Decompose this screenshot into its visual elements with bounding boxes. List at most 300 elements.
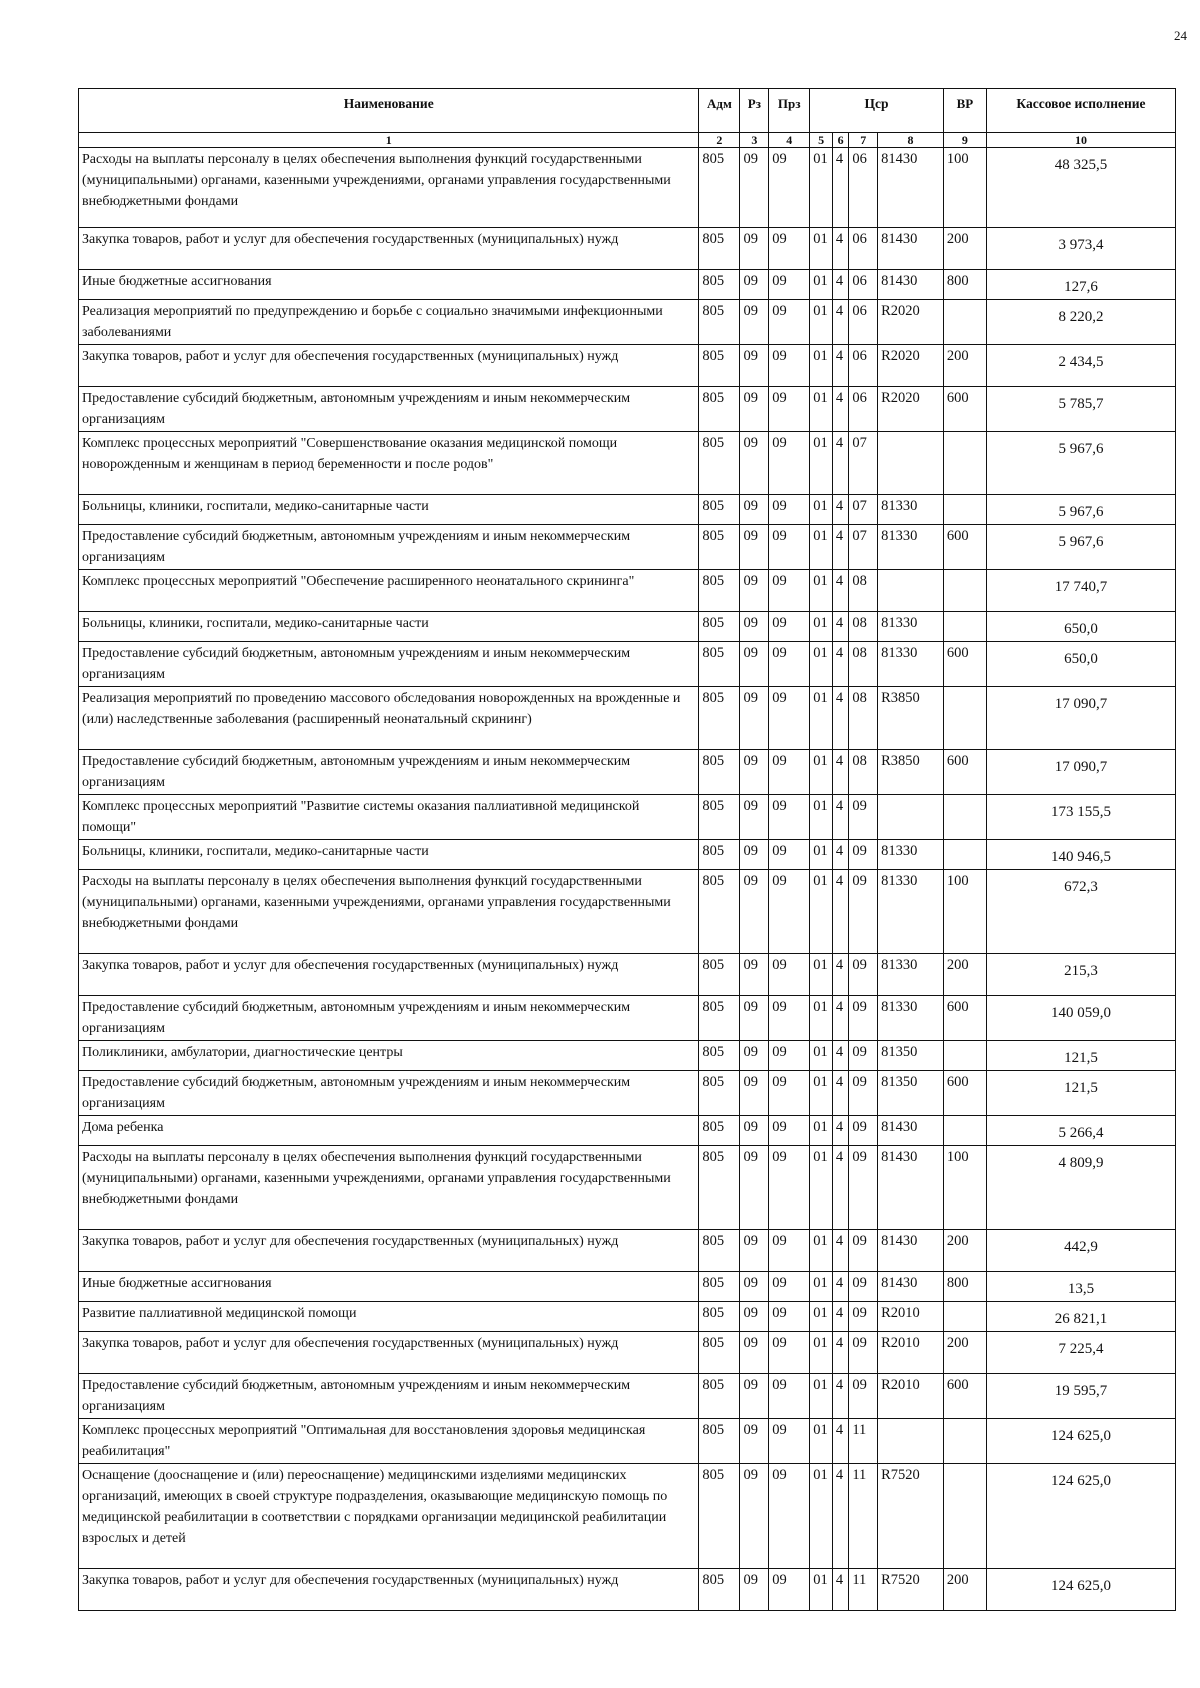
row-amount <box>986 1302 1175 1332</box>
row-amount <box>986 525 1175 570</box>
row-amount <box>986 1464 1175 1569</box>
row-csr-complex: 08 <box>849 750 878 795</box>
row-csr-program: 01 <box>810 642 833 687</box>
table-row <box>79 525 1176 570</box>
row-name: Расходы на выплаты персоналу в целях обеспечения выполнения функций государственными (муниципальными) органами, казенными учреждениями, органами управления государственными внебюджетными фондами <box>79 1146 699 1230</box>
row-rz: 09 <box>740 1272 769 1302</box>
row-name: Закупка товаров, работ и услуг для обеспечения государственных (муниципальных) нужд <box>79 1230 699 1272</box>
row-csr-complex: 06 <box>849 228 878 270</box>
row-csr-complex: 09 <box>849 1302 878 1332</box>
row-csr-type: 4 <box>832 1071 848 1116</box>
row-csr-type: 4 <box>832 795 848 840</box>
row-csr-direction: 81330 <box>878 642 944 687</box>
row-csr-type: 4 <box>832 870 848 954</box>
row-vr: 200 <box>943 1569 986 1611</box>
row-amount <box>986 1374 1175 1419</box>
row-amount <box>986 996 1175 1041</box>
row-vr <box>943 612 986 642</box>
row-vr: 800 <box>943 270 986 300</box>
column-number: 2 <box>699 133 740 148</box>
row-adm: 805 <box>699 840 740 870</box>
row-csr-type: 4 <box>832 270 848 300</box>
row-vr: 200 <box>943 228 986 270</box>
row-prz: 09 <box>769 148 810 228</box>
row-rz: 09 <box>740 1116 769 1146</box>
table-row <box>79 148 1176 228</box>
table-row <box>79 300 1176 345</box>
table-row <box>79 642 1176 687</box>
row-prz: 09 <box>769 840 810 870</box>
row-csr-direction <box>878 795 944 840</box>
row-csr-direction: R3850 <box>878 750 944 795</box>
row-adm: 805 <box>699 1272 740 1302</box>
row-amount-value: 124 625,0 <box>1050 1578 1111 1594</box>
table-row <box>79 1116 1176 1146</box>
row-csr-direction: R7520 <box>878 1464 944 1569</box>
row-csr-direction: 81330 <box>878 840 944 870</box>
row-csr-complex: 07 <box>849 432 878 495</box>
row-vr <box>943 1041 986 1071</box>
row-csr-complex: 08 <box>849 687 878 750</box>
row-prz: 09 <box>769 1146 810 1230</box>
row-adm: 805 <box>699 1464 740 1569</box>
row-csr-type: 4 <box>832 1230 848 1272</box>
row-vr: 600 <box>943 1071 986 1116</box>
row-csr-program: 01 <box>810 570 833 612</box>
row-rz: 09 <box>740 570 769 612</box>
row-csr-program: 01 <box>810 612 833 642</box>
row-prz: 09 <box>769 1302 810 1332</box>
row-csr-complex: 11 <box>849 1464 878 1569</box>
row-amount-value: 173 155,5 <box>1050 804 1111 820</box>
row-amount <box>986 1332 1175 1374</box>
row-csr-type: 4 <box>832 1302 848 1332</box>
row-amount <box>986 1071 1175 1116</box>
row-vr <box>943 432 986 495</box>
row-prz: 09 <box>769 387 810 432</box>
row-name: Расходы на выплаты персоналу в целях обеспечения выполнения функций государственными (муниципальными) органами, казенными учреждениями, органами управления государственными внебюджетными фондами <box>79 870 699 954</box>
row-csr-program: 01 <box>810 840 833 870</box>
row-amount <box>986 300 1175 345</box>
row-adm: 805 <box>699 795 740 840</box>
row-csr-complex: 09 <box>849 1272 878 1302</box>
row-csr-program: 01 <box>810 870 833 954</box>
row-name: Реализация мероприятий по проведению массового обследования новорожденных на врожденные и (или) наследственные заболевания (расширенный неонатальный скрининг) <box>79 687 699 750</box>
row-vr: 600 <box>943 996 986 1041</box>
row-adm: 805 <box>699 612 740 642</box>
row-csr-direction: 81430 <box>878 1230 944 1272</box>
row-name: Иные бюджетные ассигнования <box>79 1272 699 1302</box>
row-csr-complex: 09 <box>849 996 878 1041</box>
row-csr-direction: 81430 <box>878 1272 944 1302</box>
table-row <box>79 1332 1176 1374</box>
row-adm: 805 <box>699 750 740 795</box>
row-csr-type: 4 <box>832 345 848 387</box>
row-csr-program: 01 <box>810 795 833 840</box>
table-row <box>79 750 1176 795</box>
row-adm: 805 <box>699 228 740 270</box>
row-amount-value: 124 625,0 <box>1050 1428 1111 1444</box>
row-rz: 09 <box>740 1071 769 1116</box>
row-csr-direction: R2020 <box>878 345 944 387</box>
row-rz: 09 <box>740 795 769 840</box>
row-amount-value: 5 266,4 <box>1058 1125 1104 1141</box>
row-csr-direction: 81330 <box>878 954 944 996</box>
row-vr: 200 <box>943 345 986 387</box>
row-prz: 09 <box>769 750 810 795</box>
row-amount <box>986 642 1175 687</box>
row-csr-complex: 06 <box>849 345 878 387</box>
row-vr: 800 <box>943 1272 986 1302</box>
row-csr-program: 01 <box>810 1146 833 1230</box>
row-adm: 805 <box>699 1146 740 1230</box>
row-csr-direction: 81430 <box>878 270 944 300</box>
column-number: 1 <box>79 133 699 148</box>
row-rz: 09 <box>740 954 769 996</box>
row-amount-value: 26 821,1 <box>1054 1311 1108 1327</box>
column-numbers-row <box>79 133 1176 148</box>
row-csr-complex: 09 <box>849 1116 878 1146</box>
row-rz: 09 <box>740 1374 769 1419</box>
table-body <box>79 148 1176 1611</box>
row-csr-type: 4 <box>832 1464 848 1569</box>
row-rz: 09 <box>740 495 769 525</box>
column-number: 5 <box>810 133 833 148</box>
row-amount <box>986 432 1175 495</box>
row-rz: 09 <box>740 432 769 495</box>
row-name: Поликлиники, амбулатории, диагностические центры <box>79 1041 699 1071</box>
row-adm: 805 <box>699 1332 740 1374</box>
row-vr: 200 <box>943 1230 986 1272</box>
row-csr-direction <box>878 1419 944 1464</box>
row-amount-value: 140 946,5 <box>1050 849 1111 865</box>
row-csr-type: 4 <box>832 495 848 525</box>
row-rz: 09 <box>740 642 769 687</box>
row-name: Оснащение (дооснащение и (или) переоснащение) медицинскими изделиями медицинских организаций, имеющих в своей структуре подразделения, оказывающие медицинскую помощь по медицинской реабилитации в соответствии с порядками организации медицинской реабилитации взрослых и детей <box>79 1464 699 1569</box>
row-csr-program: 01 <box>810 1569 833 1611</box>
row-csr-program: 01 <box>810 1419 833 1464</box>
row-csr-complex: 09 <box>849 1374 878 1419</box>
row-vr: 200 <box>943 954 986 996</box>
row-rz: 09 <box>740 1569 769 1611</box>
row-vr <box>943 840 986 870</box>
row-adm: 805 <box>699 570 740 612</box>
row-vr: 600 <box>943 387 986 432</box>
row-csr-type: 4 <box>832 525 848 570</box>
row-csr-direction <box>878 432 944 495</box>
row-adm: 805 <box>699 1230 740 1272</box>
row-vr <box>943 1464 986 1569</box>
column-number: 6 <box>832 133 848 148</box>
row-csr-program: 01 <box>810 1116 833 1146</box>
row-name: Комплекс процессных мероприятий "Оптимальная для восстановления здоровья медицинская реабилитация" <box>79 1419 699 1464</box>
row-csr-direction: 81430 <box>878 1146 944 1230</box>
row-csr-direction: R7520 <box>878 1569 944 1611</box>
row-adm: 805 <box>699 1374 740 1419</box>
row-amount <box>986 270 1175 300</box>
row-amount-value: 650,0 <box>1064 621 1098 637</box>
row-adm: 805 <box>699 1041 740 1071</box>
row-amount-value: 650,0 <box>1064 651 1098 667</box>
row-csr-direction <box>878 570 944 612</box>
row-amount <box>986 1569 1175 1611</box>
row-rz: 09 <box>740 228 769 270</box>
row-csr-direction: 81430 <box>878 1116 944 1146</box>
row-csr-direction: R2020 <box>878 387 944 432</box>
table-row <box>79 1230 1176 1272</box>
table-row <box>79 1071 1176 1116</box>
row-csr-type: 4 <box>832 642 848 687</box>
row-csr-complex: 07 <box>849 525 878 570</box>
row-vr <box>943 1302 986 1332</box>
row-csr-type: 4 <box>832 1419 848 1464</box>
table-row <box>79 228 1176 270</box>
row-prz: 09 <box>769 1464 810 1569</box>
row-adm: 805 <box>699 954 740 996</box>
column-number: 7 <box>849 133 878 148</box>
row-csr-complex: 09 <box>849 795 878 840</box>
row-csr-complex: 09 <box>849 870 878 954</box>
row-csr-complex: 11 <box>849 1419 878 1464</box>
row-csr-type: 4 <box>832 432 848 495</box>
row-amount <box>986 228 1175 270</box>
row-csr-complex: 08 <box>849 612 878 642</box>
row-csr-type: 4 <box>832 612 848 642</box>
row-prz: 09 <box>769 687 810 750</box>
row-amount <box>986 1230 1175 1272</box>
table-row <box>79 1464 1176 1569</box>
row-amount <box>986 870 1175 954</box>
row-csr-program: 01 <box>810 1230 833 1272</box>
row-vr: 600 <box>943 750 986 795</box>
row-amount <box>986 1272 1175 1302</box>
row-csr-program: 01 <box>810 750 833 795</box>
row-adm: 805 <box>699 996 740 1041</box>
row-vr <box>943 570 986 612</box>
row-csr-program: 01 <box>810 1272 833 1302</box>
row-prz: 09 <box>769 228 810 270</box>
row-amount-value: 121,5 <box>1064 1080 1098 1096</box>
row-name: Закупка товаров, работ и услуг для обеспечения государственных (муниципальных) нужд <box>79 954 699 996</box>
row-amount-value: 140 059,0 <box>1050 1005 1111 1021</box>
header-name: Наименование <box>79 89 699 133</box>
row-csr-type: 4 <box>832 148 848 228</box>
row-name: Предоставление субсидий бюджетным, автономным учреждениям и иным некоммерческим организациям <box>79 996 699 1041</box>
row-prz: 09 <box>769 1419 810 1464</box>
header-adm: Адм <box>699 89 740 133</box>
row-amount-value: 442,9 <box>1064 1239 1098 1255</box>
row-amount-value: 672,3 <box>1064 879 1098 895</box>
table-row <box>79 1419 1176 1464</box>
row-rz: 09 <box>740 870 769 954</box>
row-amount <box>986 1419 1175 1464</box>
header-prz: Прз <box>769 89 810 133</box>
row-amount <box>986 612 1175 642</box>
row-name: Предоставление субсидий бюджетным, автономным учреждениям и иным некоммерческим организациям <box>79 1374 699 1419</box>
row-amount-value: 13,5 <box>1067 1281 1095 1297</box>
row-csr-type: 4 <box>832 687 848 750</box>
row-csr-program: 01 <box>810 1374 833 1419</box>
row-csr-program: 01 <box>810 1302 833 1332</box>
row-name: Иные бюджетные ассигнования <box>79 270 699 300</box>
table-row <box>79 870 1176 954</box>
row-amount-value: 4 809,9 <box>1058 1155 1104 1171</box>
header-rz: Рз <box>740 89 769 133</box>
row-csr-program: 01 <box>810 1071 833 1116</box>
table-row <box>79 1569 1176 1611</box>
row-csr-type: 4 <box>832 228 848 270</box>
table-header-row <box>79 89 1176 133</box>
row-name: Предоставление субсидий бюджетным, автономным учреждениям и иным некоммерческим организациям <box>79 387 699 432</box>
row-rz: 09 <box>740 1230 769 1272</box>
row-csr-complex: 08 <box>849 642 878 687</box>
table-row <box>79 687 1176 750</box>
row-amount-value: 5 967,6 <box>1058 504 1104 520</box>
row-vr: 100 <box>943 148 986 228</box>
row-prz: 09 <box>769 1230 810 1272</box>
row-amount <box>986 750 1175 795</box>
row-adm: 805 <box>699 148 740 228</box>
row-amount-value: 17 740,7 <box>1054 579 1108 595</box>
row-rz: 09 <box>740 1146 769 1230</box>
row-adm: 805 <box>699 1419 740 1464</box>
table-row <box>79 432 1176 495</box>
row-name: Развитие паллиативной медицинской помощи <box>79 1302 699 1332</box>
row-adm: 805 <box>699 345 740 387</box>
row-csr-direction: R2010 <box>878 1374 944 1419</box>
row-name: Реализация мероприятий по предупреждению и борьбе с социально значимыми инфекционными заболеваниями <box>79 300 699 345</box>
row-vr: 100 <box>943 1146 986 1230</box>
row-adm: 805 <box>699 387 740 432</box>
row-amount <box>986 148 1175 228</box>
row-amount-value: 127,6 <box>1064 279 1098 295</box>
header-execution: Кассовое исполнение <box>986 89 1175 133</box>
column-number: 3 <box>740 133 769 148</box>
row-amount <box>986 1116 1175 1146</box>
row-rz: 09 <box>740 270 769 300</box>
row-prz: 09 <box>769 1116 810 1146</box>
row-csr-type: 4 <box>832 840 848 870</box>
row-rz: 09 <box>740 387 769 432</box>
row-csr-direction: 81330 <box>878 612 944 642</box>
row-csr-direction: 81330 <box>878 996 944 1041</box>
row-adm: 805 <box>699 687 740 750</box>
table-row <box>79 795 1176 840</box>
row-prz: 09 <box>769 795 810 840</box>
row-prz: 09 <box>769 1374 810 1419</box>
row-prz: 09 <box>769 1041 810 1071</box>
row-csr-direction: 81330 <box>878 525 944 570</box>
table-row <box>79 996 1176 1041</box>
row-name: Больницы, клиники, госпитали, медико-санитарные части <box>79 495 699 525</box>
row-amount-value: 5 785,7 <box>1058 396 1104 412</box>
row-csr-type: 4 <box>832 1569 848 1611</box>
row-csr-complex: 09 <box>849 1230 878 1272</box>
row-name: Предоставление субсидий бюджетным, автономным учреждениям и иным некоммерческим организациям <box>79 525 699 570</box>
row-csr-program: 01 <box>810 1464 833 1569</box>
row-csr-complex: 08 <box>849 570 878 612</box>
row-csr-complex: 06 <box>849 148 878 228</box>
table-row <box>79 495 1176 525</box>
row-vr <box>943 1116 986 1146</box>
row-csr-direction: R2010 <box>878 1332 944 1374</box>
row-csr-complex: 06 <box>849 387 878 432</box>
row-amount <box>986 687 1175 750</box>
row-vr <box>943 300 986 345</box>
row-name: Дома ребенка <box>79 1116 699 1146</box>
row-csr-direction: R3850 <box>878 687 944 750</box>
row-prz: 09 <box>769 1272 810 1302</box>
row-name: Комплекс процессных мероприятий "Обеспечение расширенного неонатального скрининга" <box>79 570 699 612</box>
row-prz: 09 <box>769 954 810 996</box>
row-csr-complex: 06 <box>849 300 878 345</box>
row-amount-value: 3 973,4 <box>1058 237 1104 253</box>
row-amount-value: 5 967,6 <box>1058 534 1104 550</box>
row-csr-type: 4 <box>832 1272 848 1302</box>
row-amount <box>986 954 1175 996</box>
column-number: 9 <box>943 133 986 148</box>
row-csr-direction: 81330 <box>878 495 944 525</box>
row-csr-complex: 06 <box>849 270 878 300</box>
row-name: Закупка товаров, работ и услуг для обеспечения государственных (муниципальных) нужд <box>79 345 699 387</box>
table-row <box>79 1272 1176 1302</box>
row-amount-value: 215,3 <box>1064 963 1098 979</box>
row-csr-program: 01 <box>810 996 833 1041</box>
row-prz: 09 <box>769 495 810 525</box>
table-row <box>79 1374 1176 1419</box>
row-name: Предоставление субсидий бюджетным, автономным учреждениям и иным некоммерческим организациям <box>79 750 699 795</box>
row-amount <box>986 1041 1175 1071</box>
row-prz: 09 <box>769 570 810 612</box>
row-adm: 805 <box>699 1071 740 1116</box>
row-rz: 09 <box>740 750 769 795</box>
table-row <box>79 345 1176 387</box>
row-csr-direction: 81430 <box>878 148 944 228</box>
row-vr: 600 <box>943 1374 986 1419</box>
row-csr-program: 01 <box>810 525 833 570</box>
row-amount-value: 121,5 <box>1064 1050 1098 1066</box>
row-csr-program: 01 <box>810 432 833 495</box>
row-csr-type: 4 <box>832 1374 848 1419</box>
row-csr-program: 01 <box>810 148 833 228</box>
row-csr-type: 4 <box>832 750 848 795</box>
row-name: Комплекс процессных мероприятий "Совершенствование оказания медицинской помощи новорожденным и женщинам в период беременности и после родов" <box>79 432 699 495</box>
row-csr-program: 01 <box>810 495 833 525</box>
column-number: 4 <box>769 133 810 148</box>
row-csr-complex: 09 <box>849 954 878 996</box>
row-csr-type: 4 <box>832 570 848 612</box>
row-csr-program: 01 <box>810 1332 833 1374</box>
row-adm: 805 <box>699 495 740 525</box>
row-csr-type: 4 <box>832 1332 848 1374</box>
table-row <box>79 1146 1176 1230</box>
row-rz: 09 <box>740 840 769 870</box>
row-rz: 09 <box>740 612 769 642</box>
row-csr-program: 01 <box>810 387 833 432</box>
row-prz: 09 <box>769 345 810 387</box>
row-vr <box>943 795 986 840</box>
table-row <box>79 612 1176 642</box>
row-rz: 09 <box>740 1419 769 1464</box>
row-amount-value: 19 595,7 <box>1054 1383 1108 1399</box>
row-csr-complex: 09 <box>849 1332 878 1374</box>
row-name: Комплекс процессных мероприятий "Развитие системы оказания паллиативной медицинской помощи" <box>79 795 699 840</box>
row-prz: 09 <box>769 612 810 642</box>
row-name: Закупка товаров, работ и услуг для обеспечения государственных (муниципальных) нужд <box>79 228 699 270</box>
table-row <box>79 270 1176 300</box>
row-prz: 09 <box>769 996 810 1041</box>
table-row <box>79 1041 1176 1071</box>
